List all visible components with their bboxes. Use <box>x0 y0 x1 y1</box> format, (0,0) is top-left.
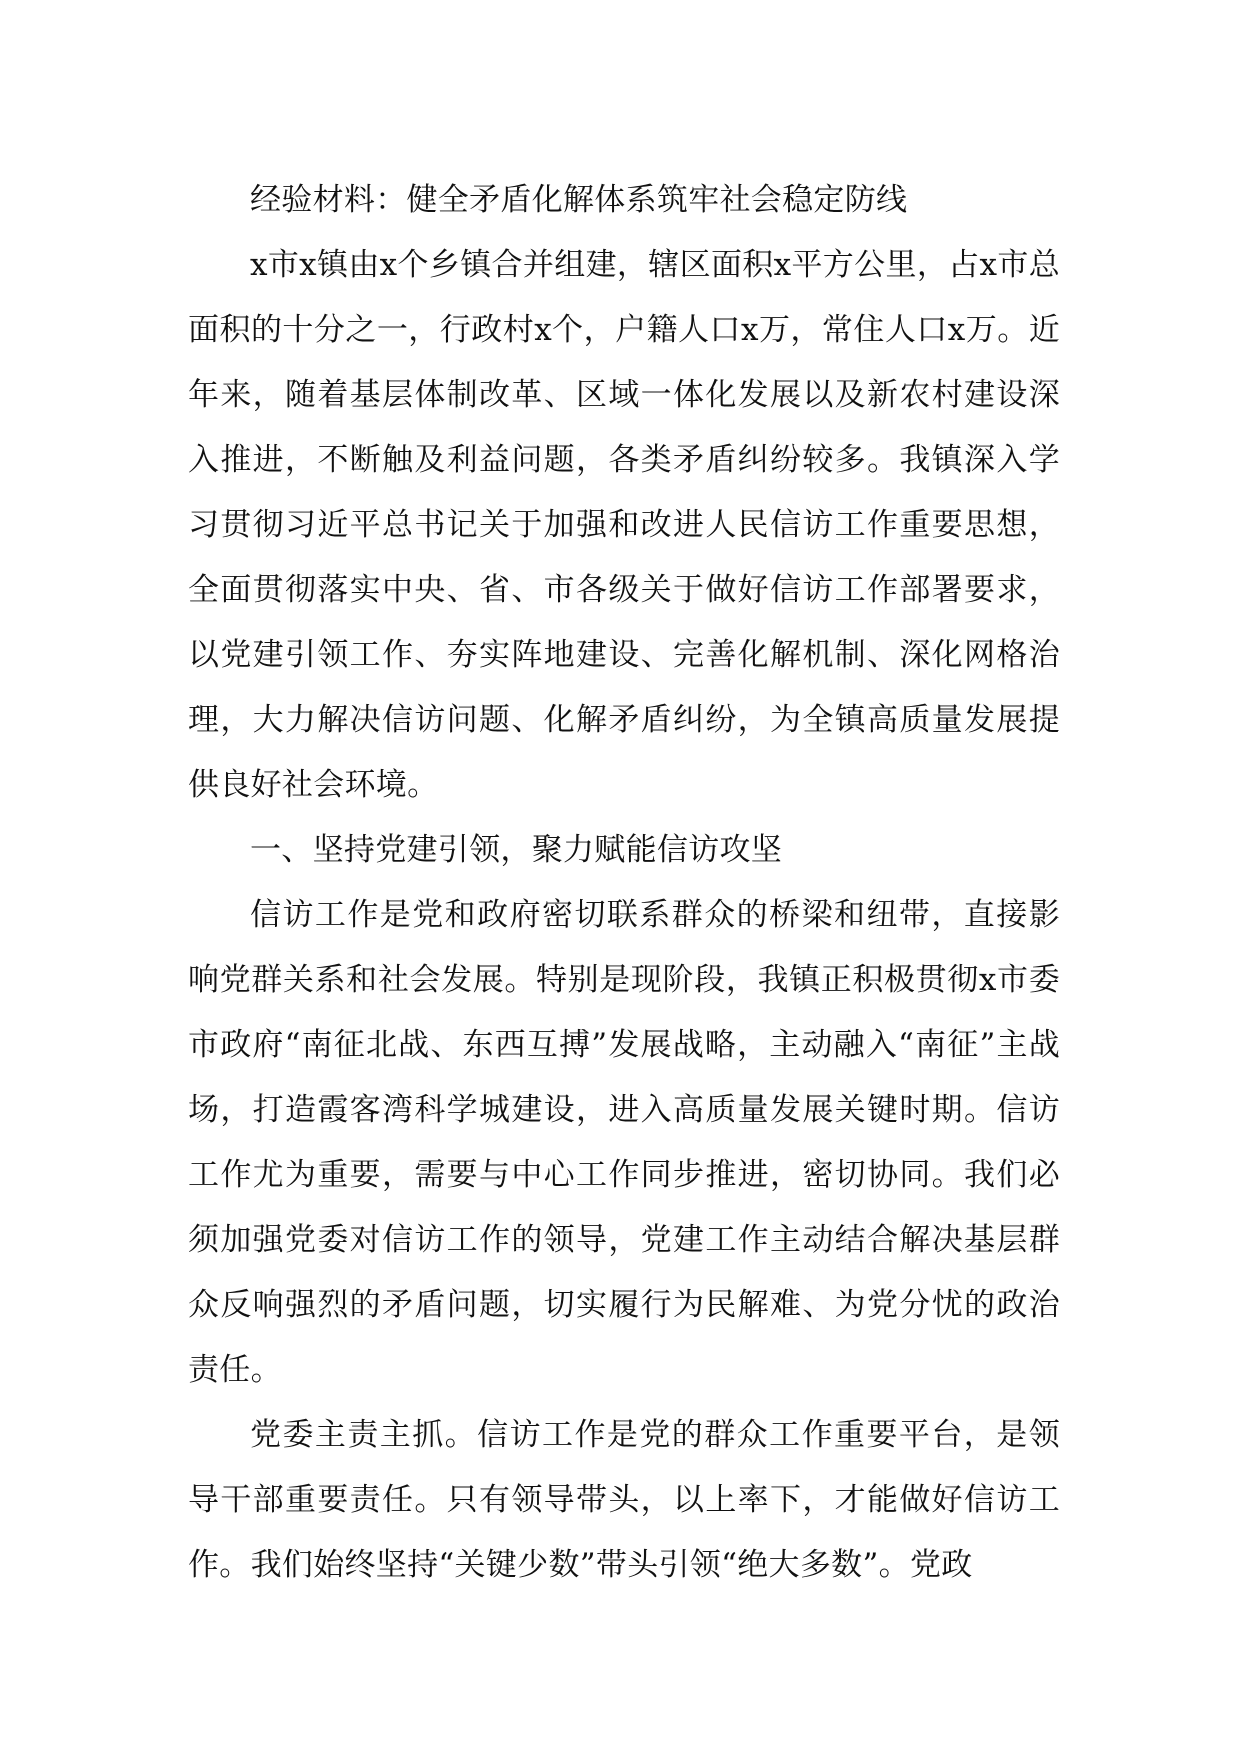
section1-paragraph-2: 党委主责主抓。信访工作是党的群众工作重要平台，是领导干部重要责任。只有领导带头，以上率下，才能做好信访工作。我们始终坚持“关键少数”带头引领“绝大多数”。党政 <box>188 1417 1060 1583</box>
section-heading-1: 一、坚持党建引领，聚力赋能信访攻坚 <box>250 832 783 868</box>
intro-paragraph: x市x镇由x个乡镇合并组建，辖区面积x平方公里，占x市总面积的十分之一，行政村x个，户籍人口x万，常住人口x万。近年来，随着基层体制改革、区域一体化发展以及新农村建设深入推进，不断触及利益问题，各类矛盾纠纷较多。我镇深入学习贯彻习近平总书记关于加强和改进人民信访工作重要思想，全面贯彻落实中央、省、市各级关于做好信访工作部署要求，以党建引领工作、夯实阵地建设、完善化解机制、深化网格治理，大力解决信访问题、化解矛盾纠纷，为全镇高质量发展提供良好社会环境。 <box>188 247 1060 803</box>
section1-paragraph-1: 信访工作是党和政府密切联系群众的桥梁和纽带，直接影响党群关系和社会发展。特别是现阶段，我镇正积极贯彻x市委市政府“南征北战、东西互搏”发展战略，主动融入“南征”主战场，打造霞客湾科学城建设，进入高质量发展关键时期。信访工作尤为重要，需要与中心工作同步推进，密切协同。我们必须加强党委对信访工作的领导，党建工作主动结合解决基层群众反响强烈的矛盾问题，切实履行为民解难、为党分忧的政治责任。 <box>188 897 1060 1388</box>
document-body <box>188 168 1060 1598</box>
document-title: 经验材料：健全矛盾化解体系筑牢社会稳定防线 <box>250 182 908 218</box>
